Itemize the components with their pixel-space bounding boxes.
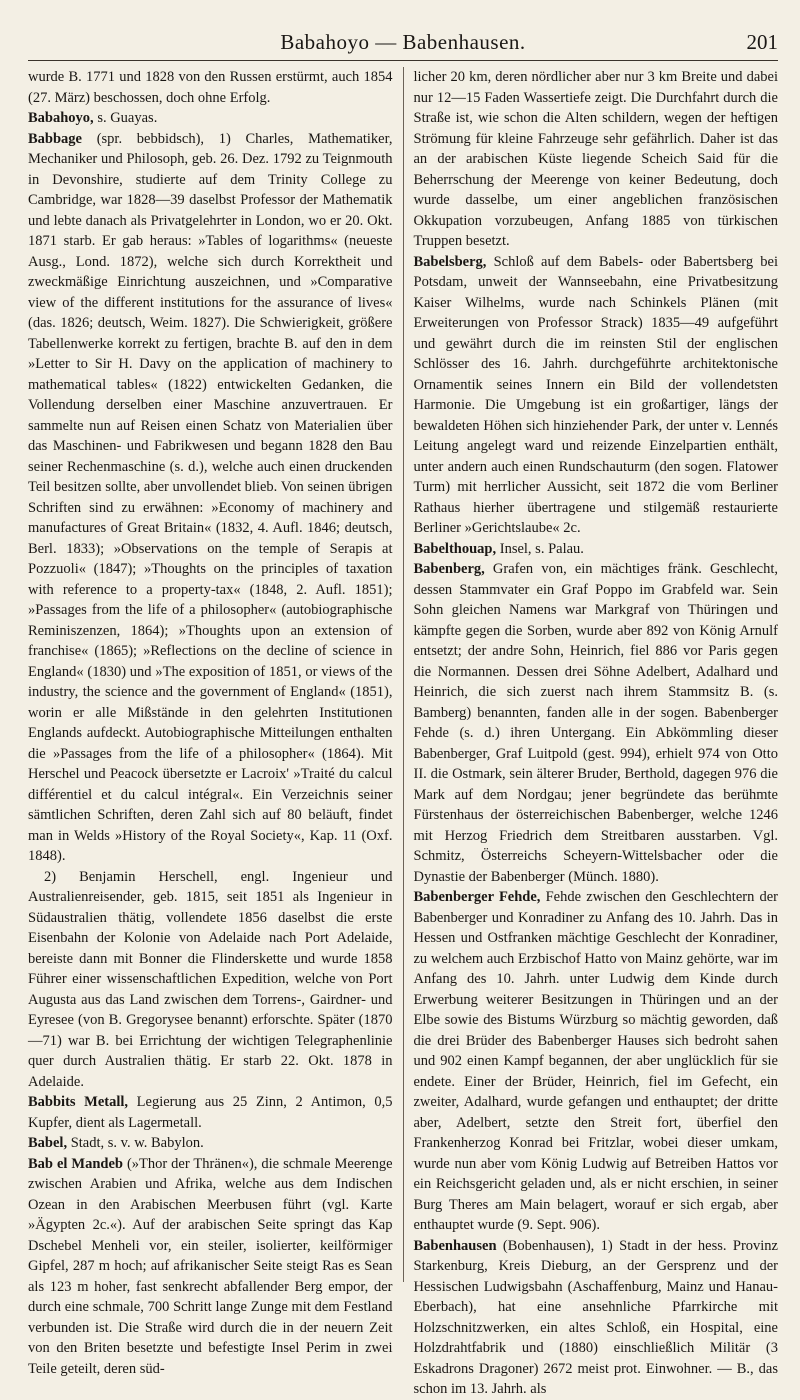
entry-text: (»Thor der Thränen«), die schmale Meerenge zwischen Arabien und Afrika, welche aus dem Indischen Ozean in den Arabischen Meerbusen führt (vgl. Karte »Ägypten 2c.«). Auf der arabischen Seite springt das Kap Dschebel Menheli vor, ein steiler, isolierter, keilförmiger Gipfel, 287 m hoch; auf afrikanischer Seite steigt Ras es Sean als 123 m hoher, fast senkrecht abfallender Berg empor, der durch eine schmale, 700 Schritt lange Zunge mit dem Festland verbunden ist. Die Straße wird durch die in der neuern Zeit von den Briten besetzte und befestigte Insel Perim in zwei Teile geteilt, deren süd- <box>28 1155 393 1377</box>
entry-headword: Babbits Metall, <box>28 1094 129 1110</box>
page-number: 201 <box>746 30 778 54</box>
right-column <box>403 67 779 1397</box>
entry-text: licher 20 km, deren nördlicher aber nur 3 km Breite und dabei nur 12—15 Faden Wassertiefe zeigt. Die Durchfahrt durch die Straße ist, wie schon die Alten schildern, wegen der heftigen Strömung für kleine Fahrzeuge sehr gefährlich. Daher ist das an der arabischen Küste liegende Scheich Said für die Beherrschung der Meerenge von keiner Bedeutung, doch wurde dasselbe, um einer angeblichen französischen Okkupation vorzubeugen, Anfang 1885 von türkischen Truppen besetzt. <box>413 69 778 249</box>
entry-text: (Bobenhausen), 1) Stadt in der hess. Provinz Starkenburg, Kreis Dieburg, an der Gersprenz und der Hessischen Ludwigsbahn (Aschaffenburg, Mainz und Hanau-Eberbach), hat eine ansehnliche Pfarrkirche mit Holzschnitzwerken, ein altes Schloß, ein Hospital, eine Holzdrahtfabrik und (1880) einschließlich Militär (3 Eskadrons Dragoner) 2672 meist prot. Einwohner. — B., das schon im 13. Jahrh. als <box>413 1237 778 1397</box>
entry-paragraph <box>28 1133 393 1154</box>
entry-headword: Babenberg, <box>413 561 485 577</box>
running-title: Babahoyo — Babenhausen. <box>280 30 526 54</box>
entry-text: Schloß auf dem Babels- oder Babertsberg bei Potsdam, unweit der Wannseebahn, eine Privatbesitzung Kaiser Wilhelms, wurde nach Schinkels Plänen (mit Erweiterungen von Professor Strack) 1835—49 aufgeführt und gewährt durch die im reinsten Stil der englischen Schlösser des 16. Jahrh. durchgeführte architektonische Ornamentik seines Innern ein Bild der vollendetsten Harmonie. Die Umgebung ist ein großartiger, längs der bewaldeten Höhen sich hinziehender Park, der unter v. Lennés Leitung angelegt ward und reizende Einzelpartien enthält, unter andern auch einen Rundschauturm (den sogen. Flatower Turm) mit herrlicher Aussicht, seit 1872 die vom Berliner Rathaus hierher übertragene und stilgemäß restaurierte Berliner »Gerichtslaube« 2c. <box>413 253 778 536</box>
entry-text: s. Guayas. <box>93 110 158 126</box>
entry-headword: Bab el Mandeb <box>28 1155 123 1172</box>
entry-paragraph <box>28 67 393 108</box>
entry-paragraph <box>414 559 779 887</box>
entry-text: Insel, s. Palau. <box>496 540 584 557</box>
entry-headword: Babahoyo, <box>28 110 94 126</box>
entry-text: Stadt, s. v. w. Babylon. <box>67 1135 204 1151</box>
entry-paragraph <box>28 108 393 129</box>
entry-headword: Babelthouap, <box>413 540 497 557</box>
entry-paragraph <box>414 67 779 252</box>
entry-paragraph <box>28 129 393 867</box>
entry-text: Fehde zwischen den Geschlechtern der Babenberger und Konradiner zu Anfang des 10. Jahrh. Das in Hessen und Ostfranken mächtige Geschlecht der Konradiner, zu welchem auch Erzbischof Hatto von Mainz gehörte, war im Anfang des 10. Jahrh. unter Ludwig dem Kinde durch Erwerbung weiterer Besitzungen in Thüringen und an der Elbe sowie des Bistums Würzburg so mächtig geworden, daß die drei Brüder des Babenberger Hauses sich bedroht sahen und 902 einen Kampf begannen, der aber unglücklich für sie endete. Einer der Brüder, Heinrich, fiel im Gefecht, ein zweiter, Adalhard, wurde gefangen und enthauptet; der dritte aber, Adelbert, setzte den Streit fort, überfiel den Frankenherzog Konrad bei Fritzlar, wobei dieser umkam, wurde nun aber vom König Ludwig auf Betreiben Hattos vor ein Reichsgericht geladen und, als er nicht erschien, in seiner Burg Theres am Main belagert, worauf er sich ergab, aber enthauptet wurde (9. Sept. 906). <box>413 889 779 1233</box>
entry-headword: Babel, <box>28 1135 68 1151</box>
entry-text: Legierung aus 25 Zinn, 2 Antimon, 0,5 Kupfer, dient als Lagermetall. <box>28 1094 393 1131</box>
entry-paragraph <box>28 867 393 1093</box>
entry-paragraph <box>414 539 779 560</box>
text-columns <box>28 67 779 1397</box>
entry-paragraph <box>414 887 779 1236</box>
entry-paragraph <box>414 252 779 539</box>
entry-text: wurde B. 1771 und 1828 von den Russen erstürmt, auch 1854 (27. März) beschossen, doch ohne Erfolg. <box>28 69 393 106</box>
entry-headword: Babelsberg, <box>413 253 487 270</box>
entry-paragraph <box>28 1154 393 1380</box>
entry-headword: Babenberger Fehde, <box>413 889 541 905</box>
entry-paragraph <box>414 1236 779 1400</box>
left-column <box>28 67 403 1377</box>
entry-text: (spr. bebbidsch), 1) Charles, Mathematiker, Mechaniker und Philosoph, geb. 26. Dez. 1792 zu Teignmouth in Devonshire, studierte auf dem Trinity College zu Cambridge, war 1828—39 daselbst Professor der Mathematik und lebte danach als Privatgelehrter in London, wo er 20. Okt. 1871 starb. Er gab heraus: »Tables of logarithms« (neueste Ausg., Lond. 1872), welche sich durch Korrektheit und zweckmäßige Einrichtung auszeichnen, und »Comparative view of the different institutions for the assurance of lives« (das. 1826; deutsch, Weim. 1827). Die Schwierigkeit, größere Tabellenwerke korrekt zu fertigen, brachte B. auf den in dem »Letter to Sir H. Davy on the application of machinery to mathematical tables« (1822) entwickelten Gedanken, die Vollendung derselben einer Maschine anzuvertrauen. Er sammelte nun auf Reisen einen Schatz von Materialien über das Maschinen- und Fabrikwesen und begann 1828 den Bau seiner Rechenmaschine (s. d.), welche auch einen druckenden Teil besitzen sollte, aber unvollendet blieb. Von seinen übrigen Schriften sind zu erwähnen: »Economy of machinery and manufactures of Great Britain« (1832, 4. Aufl. 1846; deutsch, Berl. 1833); »Observations on the temple of Serapis at Pozzuoli« (1847); »Thoughts on the principles of taxation with reference to a property-tax« (1848, 2. Aufl. 1851); »Passages from the life of a philosopher« (autobiographische Reminiszenzen, 1864); »Thoughts upon an extension of franchise« (1865); »Reflections on the decline of science in England« (1830) und »The exposition of 1851, or views of the industry, the science and the government of England« (1851), worin er alle Mißstände in den gelehrten Institutionen Englands aufdeckt. Autobiographische Mitteilungen enthalten die »Passages from the life of a philosopher« (1864). Mit Herschel und Peacock übersetzte er Lacroix' »Traité du calcul différentiel et du calcul intégral«. Ein Verzeichnis seiner sämtlichen Schriften, deren Zahl sich auf 80 beläuft, findet man in Welds »History of the Royal Society«, Kap. 11 (Oxf. 1848). <box>28 130 393 864</box>
entry-headword: Babbage <box>28 130 82 147</box>
entry-paragraph <box>28 1092 393 1133</box>
entry-text: 2) Benjamin Herschell, engl. Ingenieur und Australienreisender, geb. 1815, seit 1851 als Ingenieur in Südaustralien thätig, vollendete 1856 daselbst die erste Eisenbahn der Kolonie von Adelaide nach Port Adelaide, bereiste dann mit Bonner die Flinderskette und wurde 1858 Führer einer wissenschaftlichen Expedition, welche von Port Augusta aus das Land zwischen dem Torrens-, Gairdner- und Eyresee (von B. Gregorysee benannt) erforschte. Später (1870—71) war B. bei Errichtung der wichtigen Telegraphenlinie quer durch Australien thätig. Er starb 22. Okt. 1878 in Adelaide. <box>28 868 393 1090</box>
page-header <box>28 30 778 61</box>
entry-headword: Babenhausen <box>413 1237 497 1254</box>
entry-text: Grafen von, ein mächtiges fränk. Geschlecht, dessen Stammvater ein Graf Poppo im Grabfeld war. Sein Sohn gleichen Namens war Markgraf von Thüringen und kämpfte gegen die Sorben, wurde aber 892 von König Arnulf entsetzt; der andre Sohn, Heinrich, fiel 886 vor Paris gegen die Normannen. Dessen drei Söhne Adelbert, Adalhard und Heinrich, die sich zuerst nach ihrem Stammsitz B. (s. Bamberg) benannten, fanden alle in der sogen. Babenberger Fehde (s. d.) ihren Untergang. Ein Abkömmling dieser Babenberger, Graf Luitpold (gest. 994), erhielt 974 von Otto II. die Ostmark, sein älterer Bruder, Berthold, dagegen 976 die Mark auf dem Nordgau; jener begründete das berühmte Fürstenhaus der österreichischen Babenberger, welche 1246 mit Herzog Friedrich dem Streitbaren ausstarben. Vgl. Schmitz, Österreichs Scheyern-Wittelsbacher oder die Dynastie der Babenberger (Münch. 1880). <box>413 561 778 885</box>
